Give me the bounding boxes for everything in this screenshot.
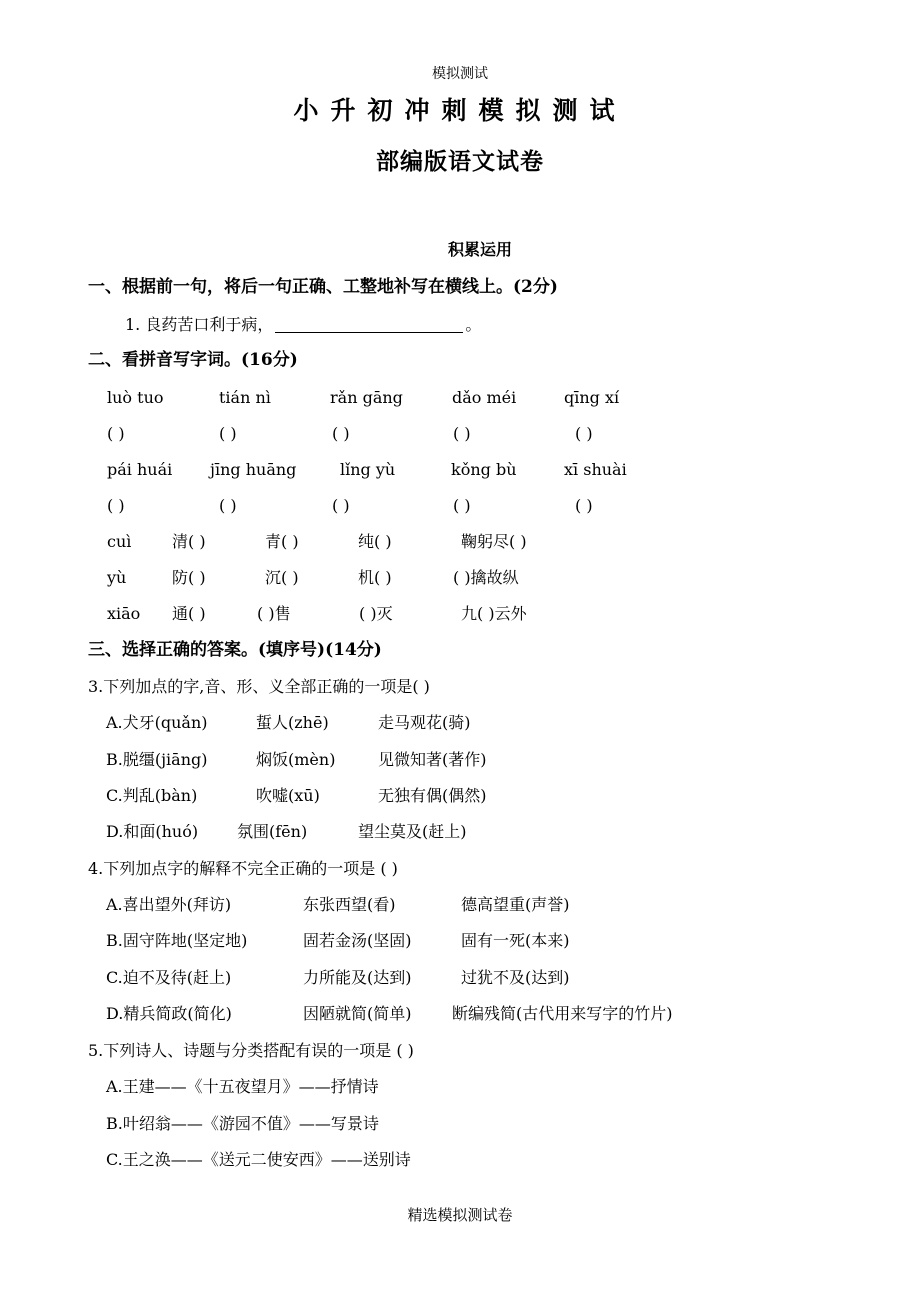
fill-cell[interactable]: 青( ) — [265, 532, 299, 551]
option-d-word3: 断编残简(古代用来写字的竹片) — [452, 1004, 673, 1023]
answer-box[interactable]: ( ) — [453, 496, 471, 515]
option-d-word2: 因陋就简(简单) — [303, 1004, 412, 1023]
exam-subtitle: 部编版语文试卷 — [376, 148, 544, 175]
option-a[interactable]: A.王建——《十五夜望月》——抒情诗 — [106, 1077, 379, 1096]
option-a[interactable]: A.喜出望外(拜访) — [106, 895, 232, 914]
option-c-word2: 吹嘘(xū) — [256, 786, 320, 805]
exam-title: 小升初冲刺模拟测试 — [293, 96, 627, 125]
page-footer: 精选模拟测试卷 — [407, 1206, 513, 1224]
q3-heading: 三、选择正确的答案。(填序号)(14分) — [88, 640, 382, 660]
fill-cell[interactable]: 沉( ) — [265, 568, 299, 587]
option-a[interactable]: A.犬牙(quǎn) — [106, 713, 208, 732]
fill-cell[interactable]: 九( )云外 — [461, 604, 527, 623]
fill-row-3-pinyin: xiāo — [107, 604, 141, 623]
option-c[interactable]: C.判乱(bàn) — [106, 786, 198, 805]
pinyin-1-5: qīng xí — [564, 388, 620, 407]
pinyin-2-4: kǒng bù — [451, 460, 517, 479]
pinyin-1-2: tián nì — [219, 388, 271, 407]
option-d-word3: 望尘莫及(赶上) — [358, 822, 467, 841]
option-c[interactable]: C.王之涣——《送元二使安西》——送别诗 — [106, 1150, 411, 1169]
fill-cell[interactable]: 清( ) — [172, 532, 206, 551]
fill-cell[interactable]: 通( ) — [172, 604, 206, 623]
pinyin-2-3: lǐng yù — [340, 460, 396, 479]
answer-box[interactable]: ( ) — [575, 424, 593, 443]
fill-cell[interactable]: 鞠躬尽( ) — [461, 532, 527, 551]
question-4: 4.下列加点字的解释不完全正确的一项是 ( ) — [88, 859, 398, 878]
fill-cell[interactable]: 防( ) — [172, 568, 206, 587]
answer-box[interactable]: ( ) — [107, 496, 125, 515]
option-b-word3: 固有一死(本来) — [461, 931, 570, 950]
pinyin-2-1: pái huái — [107, 460, 173, 479]
answer-box[interactable]: ( ) — [107, 424, 125, 443]
fill-cell[interactable]: 机( ) — [358, 568, 392, 587]
page-header: 模拟测试 — [432, 66, 488, 82]
section-heading: 积累运用 — [447, 240, 512, 259]
option-c-word3: 无独有偶(偶然) — [378, 786, 487, 805]
fill-row-1-pinyin: cuì — [107, 532, 132, 551]
option-b-word3: 见微知著(著作) — [378, 750, 487, 769]
q1-item — [125, 316, 481, 333]
answer-box[interactable]: ( ) — [332, 424, 350, 443]
question-5: 5.下列诗人、诗题与分类搭配有误的一项是 ( ) — [88, 1041, 414, 1060]
option-b-word2: 固若金汤(坚固) — [303, 931, 412, 950]
option-c[interactable]: C.迫不及待(赶上) — [106, 968, 232, 987]
option-d[interactable]: D.和面(huó) — [106, 822, 199, 841]
option-c-word2: 力所能及(达到) — [303, 968, 412, 987]
pinyin-1-3: rǎn gāng — [330, 388, 403, 407]
fill-cell[interactable]: ( )擒故纵 — [453, 568, 519, 587]
option-a-word3: 走马观花(骑) — [378, 713, 471, 732]
q1-item-text: 1. 良药苦口利于病， — [125, 315, 274, 334]
answer-box[interactable]: ( ) — [575, 496, 593, 515]
pinyin-2-2: jīng huāng — [210, 460, 297, 479]
option-a-word3: 德高望重(声誉) — [461, 895, 570, 914]
q1-item-end: 。 — [465, 315, 482, 334]
option-b[interactable]: B.脱缰(jiāng) — [106, 750, 208, 769]
option-a-word2: 东张西望(看) — [303, 895, 396, 914]
question-3: 3.下列加点的字,音、形、义全部正确的一项是( ) — [88, 677, 430, 696]
fill-row-2-pinyin: yù — [107, 568, 127, 587]
answer-blank[interactable] — [275, 316, 463, 333]
answer-box[interactable]: ( ) — [219, 496, 237, 515]
pinyin-1-4: dǎo méi — [452, 388, 517, 407]
option-d[interactable]: D.精兵简政(简化) — [106, 1004, 232, 1023]
option-b[interactable]: B.叶绍翁——《游园不值》——写景诗 — [106, 1114, 379, 1133]
option-c-word3: 过犹不及(达到) — [461, 968, 570, 987]
option-b[interactable]: B.固守阵地(坚定地) — [106, 931, 248, 950]
fill-cell[interactable]: ( )灭 — [359, 604, 393, 623]
q2-heading: 二、看拼音写字词。(16分) — [88, 350, 298, 370]
answer-box[interactable]: ( ) — [453, 424, 471, 443]
pinyin-1-1: luò tuo — [107, 388, 164, 407]
fill-cell[interactable]: 纯( ) — [358, 532, 392, 551]
fill-cell[interactable]: ( )售 — [257, 604, 291, 623]
q1-heading: 一、根据前一句，将后一句正确、工整地补写在横线上。(2分) — [88, 277, 558, 297]
answer-box[interactable]: ( ) — [332, 496, 350, 515]
option-a-word2: 蜇人(zhē) — [256, 713, 329, 732]
option-d-word2: 氛围(fēn) — [237, 822, 308, 841]
option-b-word2: 焖饭(mèn) — [256, 750, 336, 769]
pinyin-2-5: xī shuài — [564, 460, 627, 479]
answer-box[interactable]: ( ) — [219, 424, 237, 443]
